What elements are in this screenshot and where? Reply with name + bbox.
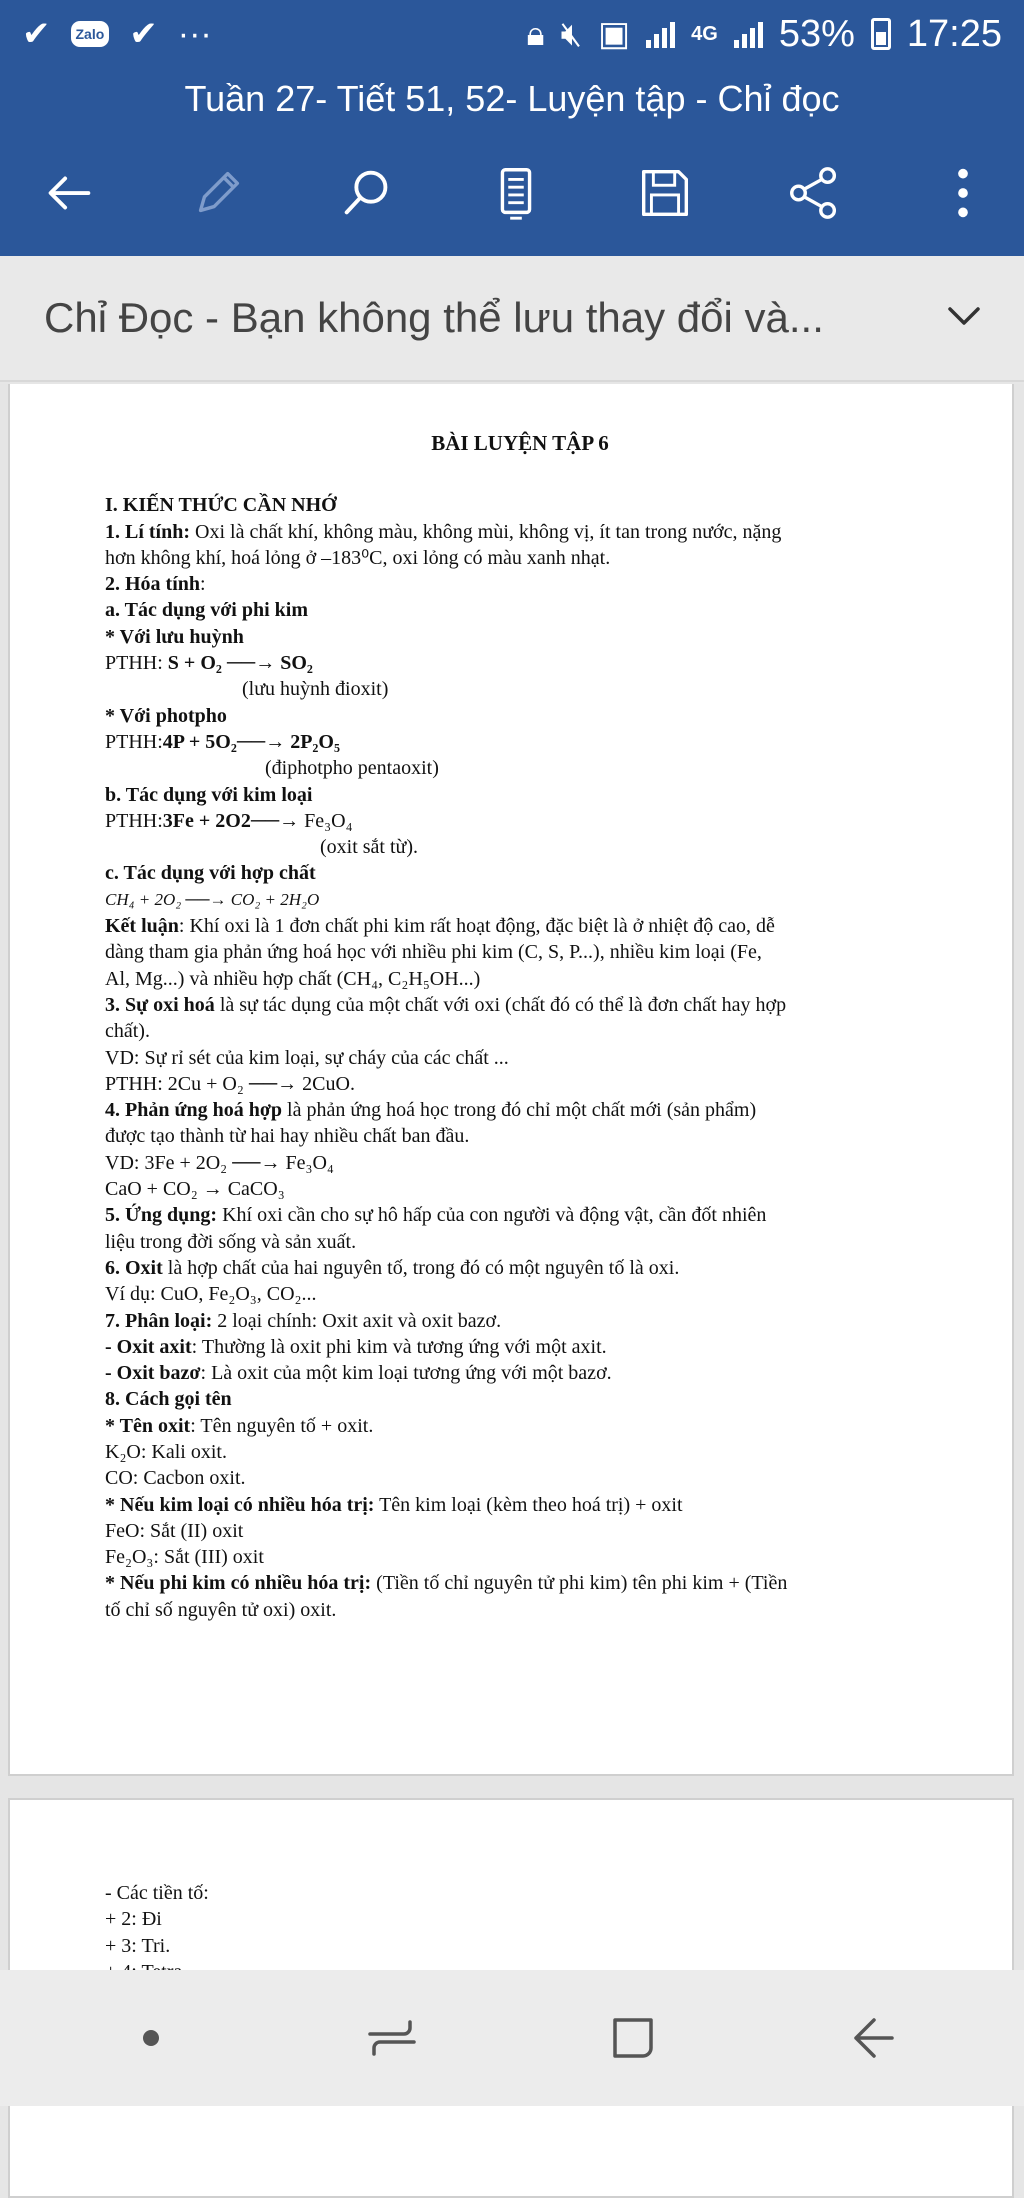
document-line [105,1439,935,1465]
text-run: (lưu huỳnh đioxit) [242,678,389,701]
document-line [105,1150,935,1176]
search-icon [336,162,398,224]
page-1-content [105,384,935,1623]
battery-icon [871,18,891,50]
text-run: : Tên nguyên tố + oxit. [190,1414,374,1437]
document-line [105,1334,935,1360]
text-run: PTHH: [105,730,163,753]
bold-run: 7. Phân loại: [105,1309,213,1332]
home-dot-button[interactable] [101,1988,201,2088]
text-run: Al, Mg...) và nhiều hợp chất (CH₄, C₂H₅OH...) [105,967,481,990]
text-run: FeO: Sắt (II) oxit [105,1519,244,1542]
document-line [105,1071,935,1097]
document-line [105,808,935,834]
battery-percent: 53% [778,12,855,55]
text-run: Khí oxi cần cho sự hô hấp của con người và động vật, cần đốt nhiên [217,1204,767,1227]
document-line [105,992,935,1018]
recent-apps-button[interactable] [342,1988,442,2088]
document-line [105,1570,935,1596]
document-line [105,782,935,808]
text-run: PTHH: [105,652,168,675]
text-run: là phản ứng hoá học trong đó chỉ một chất mới (sản phẩm) [282,1099,757,1122]
bold-run: 8. Cách gọi tên [105,1388,232,1411]
text-run: : Là oxit của một kim loại tương ứng với một bazơ. [200,1362,612,1385]
bold-run: I. KIẾN THỨC CẦN NHỚ [105,494,337,517]
text-run: CaO + CO₂ → CaCO₃ [105,1178,285,1201]
document-line [105,650,935,676]
document-line [105,1492,935,1518]
text-run: được tạo thành từ hai hay nhiều chất ban đầu. [105,1125,470,1148]
document-line [105,966,935,992]
document-line [105,1465,935,1491]
recent-apps-icon [362,2008,422,2068]
text-run: chất). [105,1020,150,1043]
text-run: (điphotpho pentaoxit) [265,757,439,780]
document-line [105,1308,935,1334]
document-line [105,834,935,860]
bold-run: 2. Hóa tính [105,573,201,596]
bold-run: * Với photpho [105,704,227,727]
text-run: Ví dụ: CuO, Fe₂O₃, CO₂... [105,1283,317,1306]
text-run: (Tiền tố chỉ nguyên tử phi kim) tên phi kim + (Tiền [371,1572,788,1595]
share-button[interactable] [779,158,849,228]
document-line [105,729,935,755]
bold-run: 6. Oxit [105,1256,163,1279]
text-run: CH₄ + 2O₂ ──→ CO₂ + 2H₂O [105,889,320,909]
document-page-1 [8,384,1014,1776]
text-run: Fe₂O₃: Sắt (III) oxit [105,1546,264,1569]
back-icon [844,2008,904,2068]
clock: 17:25 [906,12,1002,55]
document-line [105,755,935,781]
reading-view-icon [485,162,547,224]
bold-run: * Nếu kim loại có nhiều hóa trị: [105,1493,375,1516]
bold-run: * Tên oxit [105,1414,191,1437]
mute-icon: 🔇︎ [560,15,583,53]
bold-run: Kết luận [105,915,179,938]
text-run: 2 loại chính: Oxit axit và oxit bazơ. [212,1309,502,1332]
network-type: 4G [691,23,718,45]
more-button[interactable] [928,158,998,228]
lock-icon: 🔒︎ [526,15,545,53]
text-run: CO: Cacbon oxit. [105,1467,246,1490]
text-run: PTHH: [105,809,163,832]
edit-button[interactable] [183,158,253,228]
expand-banner-button[interactable] [942,294,986,343]
chevron-down-icon [942,294,986,338]
bold-run: 4P + 5O₂──→ 2P₂O₅ [162,730,340,753]
share-icon [783,162,845,224]
document-line [105,939,935,965]
zalo-icon: Zalo [71,21,110,47]
check-notification-icon: ✔ [22,15,51,53]
document-line [105,571,935,597]
read-only-message: Chỉ Đọc - Bạn không thể lưu thay đổi và... [44,294,824,341]
document-line: + 3: Tri. [105,1934,171,1957]
document-line [105,1281,935,1307]
document-line [105,1597,935,1623]
back-button[interactable] [34,158,104,228]
document-line [105,1255,935,1281]
document-viewer[interactable] [0,384,1024,1970]
save-button[interactable] [630,158,700,228]
bold-run: - Oxit axit [105,1335,192,1358]
text-run: là sự tác dụng của một chất với oxi (chất đó có thể là đơn chất hay hợp [214,993,787,1016]
bold-run: b. Tác dụng với kim loại [105,783,313,806]
document-line [105,1018,935,1044]
document-line [105,1202,935,1228]
back-arrow-icon [38,162,100,224]
text-run: liệu trong đời sống và sản xuất. [105,1230,357,1253]
save-icon [634,162,696,224]
overview-button[interactable] [583,1988,683,2088]
document-line [105,1097,935,1123]
bold-run: a. Tác dụng với phi kim [105,599,308,622]
read-only-banner[interactable] [0,256,1024,382]
text-run: Tên kim loại (kèm theo hoá trị) + oxit [374,1493,683,1516]
document-line [105,887,935,913]
pencil-icon [187,162,249,224]
document-line [105,1544,935,1570]
overview-icon [603,2008,663,2068]
document-line [105,913,935,939]
document-line: - Các tiền tố: [105,1882,209,1904]
signal-icon-2 [734,20,763,48]
signal-icon [646,20,675,48]
text-run: : Thường là oxit phi kim và tương ứng với một axit. [191,1335,607,1358]
status-bar [0,0,1024,68]
document-line [105,492,935,518]
document-line [105,1123,935,1149]
reading-view-button[interactable] [481,158,551,228]
document-line [105,1229,935,1255]
document-line [105,1518,935,1544]
bold-run: - Oxit bazơ [105,1362,201,1385]
document-line [105,597,935,623]
bold-run: c. Tác dụng với hợp chất [105,862,316,885]
text-run: PTHH: 2Cu + O₂ ──→ 2CuO. [105,1072,355,1095]
text-run: là hợp chất của hai nguyên tố, trong đó có một nguyên tố là oxi. [162,1256,680,1279]
text-run: : Khí oxi là 1 đơn chất phi kim rất hoạt động, đặc biệt là ở nhiệt độ cao, dễ [178,915,775,938]
document-line [105,1176,935,1202]
bold-run: S + O₂ ──→ SO₂ [167,652,313,675]
text-run: VD: 3Fe + 2O₂ ──→ Fe₃O₄ [105,1151,334,1174]
document-line [105,1413,935,1439]
home-dot-icon [143,2030,159,2046]
document-line [105,860,935,886]
text-run: hơn không khí, hoá lỏng ở –183⁰C, oxi lỏng có màu xanh nhạt. [105,546,611,569]
document-title: Tuần 27- Tiết 51, 52- Luyện tập - Chỉ đọc [0,68,1024,130]
bold-run: * Nếu phi kim có nhiều hóa trị: [105,1572,372,1595]
bold-run: 3. Sự oxi hoá [105,993,215,1016]
text-run: Oxi là chất khí, không màu, không mùi, không vị, ít tan trong nước, nặng [190,520,782,543]
text-run: dàng tham gia phản ứng hoá học với nhiều phi kim (C, S, P...), nhiều kim loại (Fe, [105,941,762,964]
toolbar [0,130,1024,256]
document-heading: BÀI LUYỆN TẬP 6 [431,431,609,455]
sim-icon: ▣ [598,15,631,53]
document-line [105,624,935,650]
bold-run: 4. Phản ứng hoá hợp [105,1099,283,1122]
bold-run: 5. Ứng dụng: [105,1204,218,1227]
document-line [105,1386,935,1412]
text-run: ──→ Fe₃O₄ [250,809,353,832]
text-run: : [200,573,206,596]
search-button[interactable] [332,158,402,228]
more-vert-icon [932,162,994,224]
more-notifications-icon: ··· [177,15,212,53]
text-run: K₂O: Kali oxit. [105,1440,227,1463]
bold-run: 1. Lí tính: [105,520,191,543]
document-line [105,545,935,571]
document-line [105,703,935,729]
document-line [105,1045,935,1071]
text-run: VD: Sự rỉ sét của kim loại, sự cháy của các chất ... [105,1046,509,1069]
document-line: + 2: Đi [105,1908,162,1931]
bold-run: 3Fe + 2O2 [162,809,251,832]
bold-run: * Với lưu huỳnh [105,625,244,648]
back-nav-button[interactable] [824,1988,924,2088]
android-nav-bar [0,1970,1024,2106]
text-run: tố chỉ số nguyên tử oxi) oxit. [105,1598,337,1621]
text-run: (oxit sắt từ). [320,836,419,859]
document-line [105,1360,935,1386]
document-line [105,676,935,702]
check-notification-icon-2: ✔ [129,15,158,53]
document-line [105,519,935,545]
